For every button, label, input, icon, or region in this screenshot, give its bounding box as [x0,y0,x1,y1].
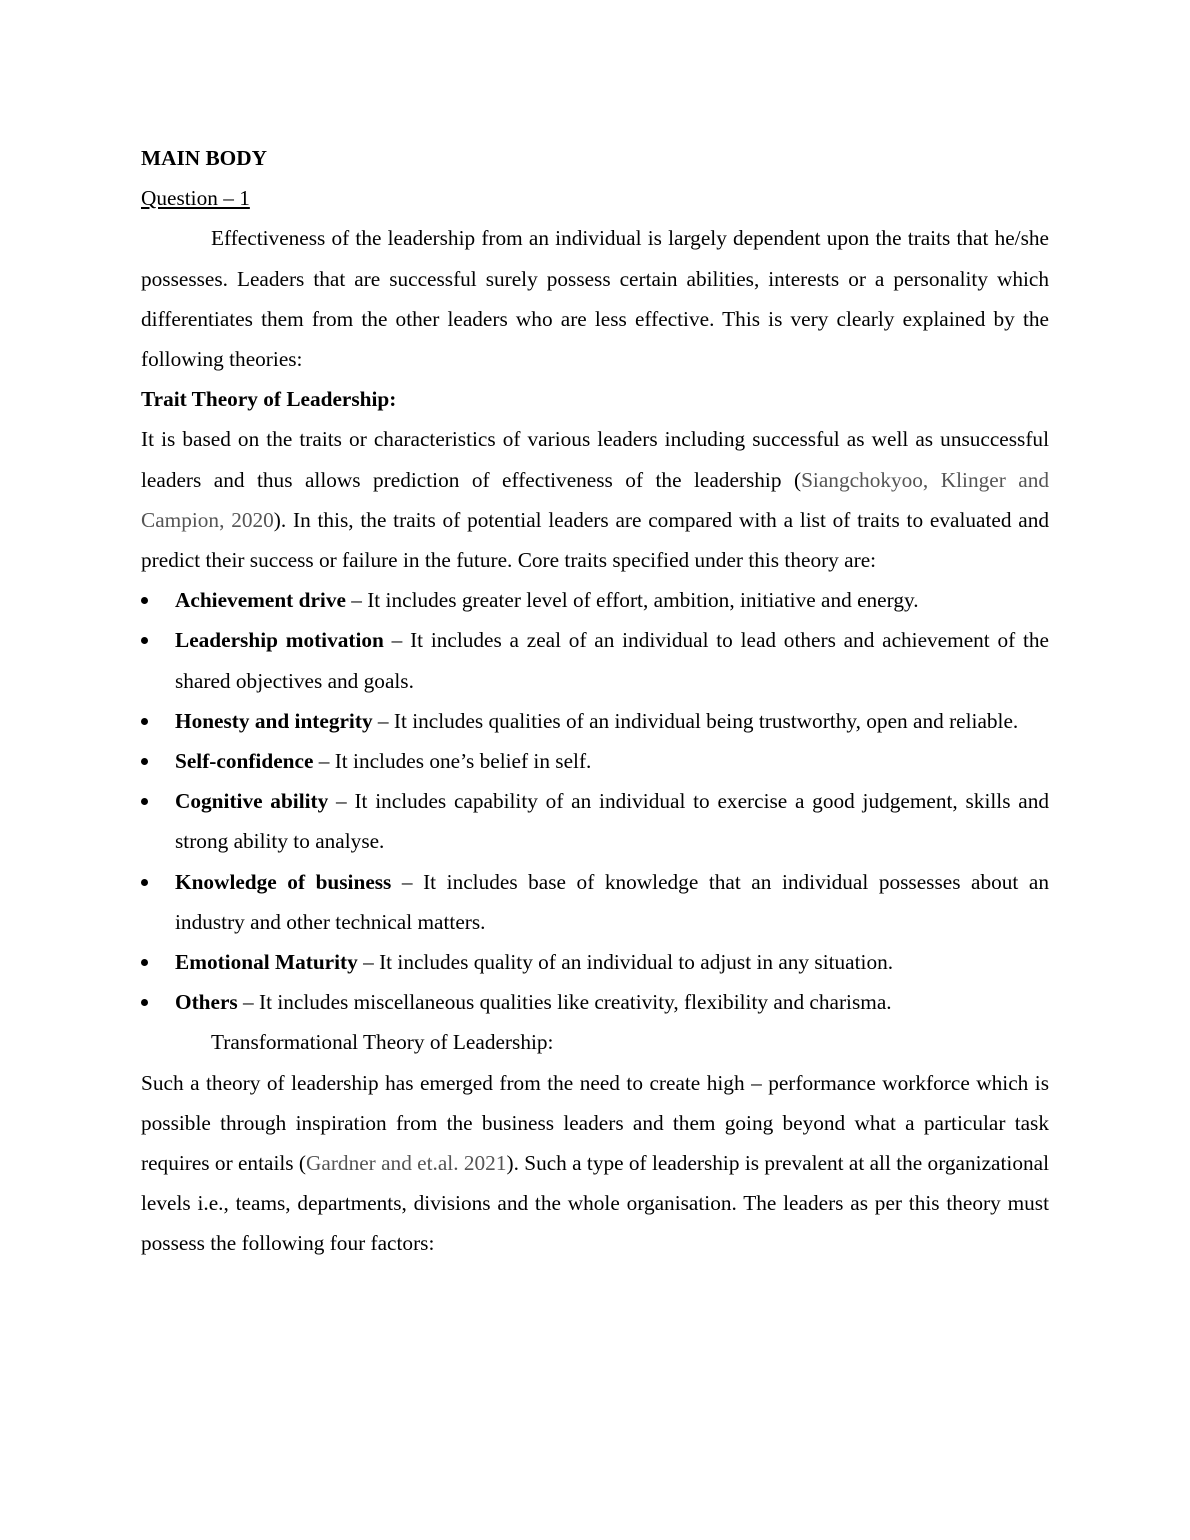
trait-description: – It includes one’s belief in self. [313,749,592,774]
bullet-icon [141,718,148,725]
question-label: Question – 1 [141,186,250,211]
trait-term: Self-confidence [175,749,314,774]
transformational-theory-heading: Transformational Theory of Leadership: [211,1030,554,1055]
bullet-icon [141,798,148,805]
list-item [141,942,1049,982]
trait-description: – It includes a zeal of an individual to lead others and achievement of the shared objectives and goals. [175,628,1049,693]
trait-term: Knowledge of business [175,869,392,894]
list-item [141,781,1049,861]
trait-theory-text-part2: ). In this, the traits of potential leaders are compared with a list of traits to evaluated and predict their success or failure in the future. Core traits specified under this theory are: [141,507,1050,573]
trait-description: – It includes greater level of effort, ambition, initiative and energy. [345,588,919,613]
intro-paragraph: Effectiveness of the leadership from an individual is largely dependent upon the traits that he/she possesses. Leaders that are successful surely possess certain abilities, interests or a personality which differentiates them from the other leaders who are less effective. This is very clearly explained by the following theories: [141,226,1049,372]
transformational-text-part2: ). Such a type of leadership is prevalent at all the organizational levels i.e., teams, departments, divisions and the whole organisation. The leaders as per this theory must possess the following four factors: [141,1151,1049,1256]
transformational-text-part1: Such a theory of leadership has emerged from the need to create high – performance workforce which is possible through inspiration from the business leaders and them going beyond what a particular task requires or entails ( [141,1070,1049,1176]
trait-theory-heading: Trait Theory of Leadership: [141,387,397,412]
bullet-icon [141,999,148,1006]
trait-term: Achievement drive [175,588,346,613]
bullet-icon [141,637,148,644]
bullet-icon [141,758,148,765]
trait-description: – It includes miscellaneous qualities like creativity, flexibility and charisma. [237,990,892,1015]
list-item [141,701,1049,741]
trait-description: – It includes quality of an individual to adjust in any situation. [357,950,894,975]
citation-gardner: Gardner and et.al. 2021 [306,1151,507,1176]
trait-term: Others [175,990,238,1015]
transformational-theory-paragraph [141,1063,1049,1264]
document-page [141,138,1049,1264]
citation-siangchokyoo: Siangchokyoo, Klinger and Campion, 2020 [141,467,1049,532]
traits-list [141,580,1049,1022]
trait-theory-paragraph [141,419,1049,580]
list-item [141,741,1049,781]
list-item [141,862,1049,942]
trait-description: – It includes capability of an individual to exercise a good judgement, skills and strong ability to analyse. [175,789,1049,854]
trait-description: – It includes base of knowledge that an individual possesses about an industry and other technical matters. [175,869,1049,934]
bullet-icon [141,959,148,966]
trait-description: – It includes qualities of an individual being trustworthy, open and reliable. [372,708,1019,733]
trait-theory-text-part1: It is based on the traits or characteristics of various leaders including successful as well as unsuccessful leaders and thus allows prediction of effectiveness of the leadership ( [141,427,1049,492]
trait-term: Honesty and integrity [175,708,373,733]
main-heading: MAIN BODY [141,146,268,170]
trait-term: Leadership motivation [175,628,384,653]
bullet-icon [141,879,148,886]
trait-term: Cognitive ability [175,789,329,814]
list-item [141,982,1049,1022]
bullet-icon [141,597,148,604]
trait-term: Emotional Maturity [175,950,358,975]
list-item [141,580,1049,620]
list-item [141,620,1049,700]
